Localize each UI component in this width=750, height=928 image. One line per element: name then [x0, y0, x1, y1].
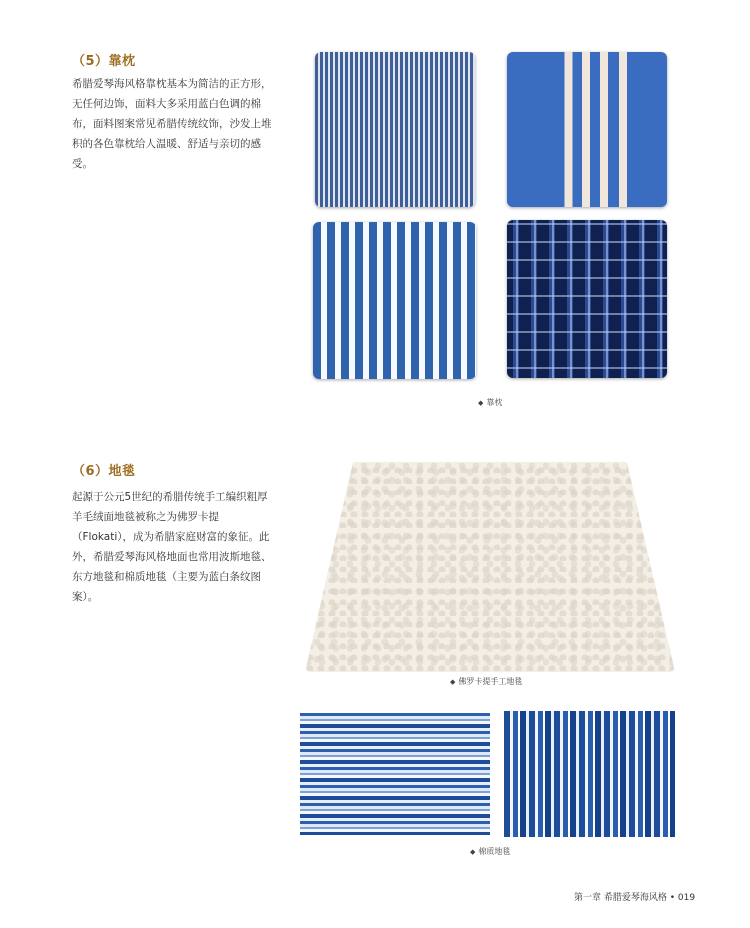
flokati-rug-caption-text: 佛罗卡提手工地毯	[458, 677, 523, 686]
pillow-image-pinstripe	[315, 52, 475, 207]
pillow-image-cream-stripes	[507, 52, 667, 207]
cotton-rug-caption	[470, 846, 510, 857]
bullet-icon: ◆	[478, 399, 484, 407]
horizontal-striped-rug-image	[300, 713, 490, 835]
section-6-heading: （6）地毯	[72, 464, 136, 479]
page-number: 019	[677, 893, 696, 903]
footer-separator: •	[669, 893, 678, 903]
pillow-caption-text: 靠枕	[486, 398, 503, 407]
pillow-caption	[478, 397, 502, 408]
flokati-rug-caption	[450, 676, 522, 687]
section-5-heading: （5）靠枕	[72, 54, 136, 69]
bullet-icon: ◆	[450, 678, 456, 686]
footer-chapter-text: 第一章 希腊爱琴海风格	[574, 893, 667, 903]
cotton-rug-caption-text: 棉质地毯	[478, 847, 511, 856]
vertical-striped-rug-image	[504, 711, 675, 837]
flokati-rug-image	[305, 462, 675, 672]
pillow-image-plaid	[507, 220, 667, 378]
bullet-icon: ◆	[470, 848, 476, 856]
pillow-image-bold-stripes	[313, 222, 476, 379]
section-5-paragraph: 希腊爱琴海风格靠枕基本为简洁的正方形，无任何边饰，面料大多采用蓝白色调的棉布，面料图案常见希腊传统纹饰，沙发上堆积的各色靠枕给人温暖、舒适与亲切的感受。	[72, 78, 272, 170]
page-footer	[574, 890, 695, 903]
section-6-paragraph: 起源于公元5世纪的希腊传统手工编织粗厚羊毛绒面地毯被称之为佛罗卡提（Flokati），成为希腊家庭财富的象征。此外，希腊爱琴海风格地面也常用波斯地毯、东方地毯和棉质地毯（主要为蓝白条纹图案）。	[72, 491, 272, 603]
